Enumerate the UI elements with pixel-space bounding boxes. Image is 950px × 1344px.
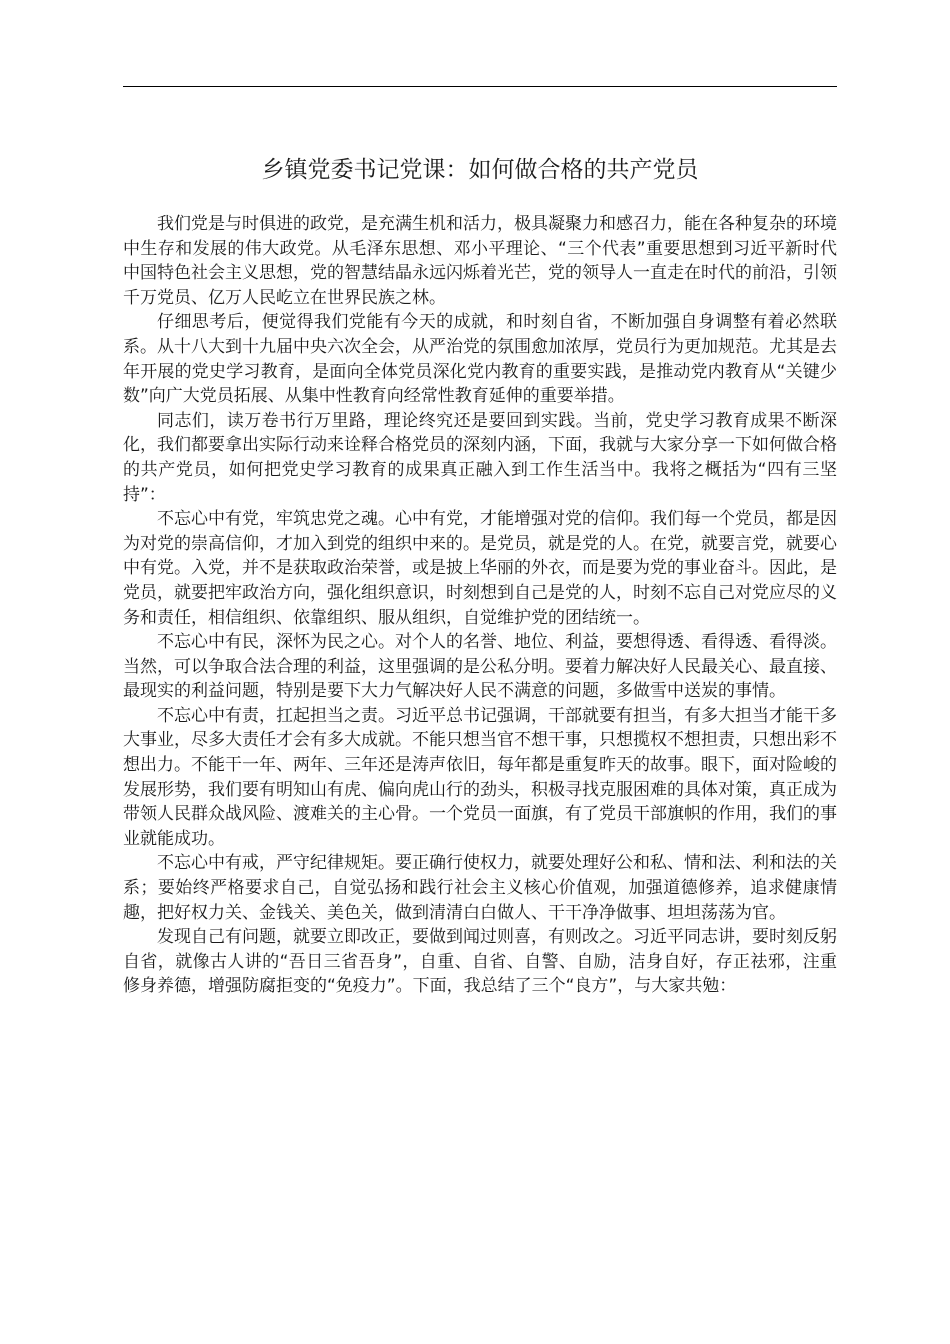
paragraph: 不忘心中有戒，严守纪律规矩。要正确行使权力，就要处理好公和私、情和法、利和法的关系；要始终严格要求自己，自觉弘扬和践行社会主义核心价值观，加强道德修养，追求健康情趣，把好权力关、金钱关、美色关，做到清清白白做人、干干净净做事、坦坦荡荡为官。 bbox=[123, 853, 837, 923]
document-title: 乡镇党委书记党课：如何做合格的共产党员 bbox=[261, 157, 699, 183]
paragraph: 不忘心中有民，深怀为民之心。对个人的名誉、地位、利益，要想得透、看得透、看得淡。当然，可以争取合法合理的利益，这里强调的是公私分明。要着力解决好人民最关心、最直接、最现实的利益问题，特别是要下大力气解决好人民不满意的问题，多做雪中送炭的事情。 bbox=[123, 632, 837, 702]
paragraph: 同志们，读万卷书行万里路，理论终究还是要回到实践。当前，党史学习教育成果不断深化，我们都要拿出实际行动来诠释合格党员的深刻内涵，下面，我就与大家分享一下如何做合格的共产党员，如何把党史学习教育的成果真正融入到工作生活当中。我将之概括为“四有三坚持”： bbox=[123, 410, 837, 505]
document-body bbox=[123, 212, 837, 999]
paragraph: 不忘心中有责，扛起担当之责。习近平总书记强调，干部就要有担当，有多大担当才能干多大事业，尽多大责任才会有多大成就。不能只想当官不想干事，只想揽权不想担责，只想出彩不想出力。不能干一年、两年、三年还是涛声依旧，每年都是重复昨天的故事。眼下，面对险峻的发展形势，我们要有明知山有虎、偏向虎山行的劲头，积极寻找克服困难的具体对策，真正成为带领人民群众战风险、渡难关的主心骨。一个党员一面旗，有了党员干部旗帜的作用，我们的事业就能成功。 bbox=[123, 705, 837, 849]
paragraph: 仔细思考后，便觉得我们党能有今天的成就，和时刻自省，不断加强自身调整有着必然联系。从十八大到十九届中央六次全会，从严治党的氛围愈加浓厚，党员行为更加规范。尤其是去年开展的党史学习教育，是面向全体党员深化党内教育的重要实践，是推动党内教育从“关键少数”向广大党员拓展、从集中性教育向经常性教育延伸的重要举措。 bbox=[123, 312, 837, 407]
paragraph: 不忘心中有党，牢筑忠党之魂。心中有党，才能增强对党的信仰。我们每一个党员，都是因为对党的崇高信仰，才加入到党的组织中来的。是党员，就是党的人。在党，就要言党，就要心中有党。入党，并不是获取政治荣誉，或是披上华丽的外衣，而是要为党的事业奋斗。因此，是党员，就要把牢政治方向，强化组织意识，时刻想到自己是党的人，时刻不忘自己对党应尽的义务和责任，相信组织、依靠组织、服从组织，自觉维护党的团结统一。 bbox=[123, 509, 837, 628]
header-rule bbox=[123, 86, 837, 87]
paragraph: 发现自己有问题，就要立即改正，要做到闻过则喜，有则改之。习近平同志讲，要时刻反躬自省，就像古人讲的“吾日三省吾身”，自重、自省、自警、自励，洁身自好，存正祛邪，注重修身养德，增强防腐拒变的“免疫力”。下面，我总结了三个“良方”，与大家共勉： bbox=[123, 927, 837, 997]
paragraph: 我们党是与时俱进的政党，是充满生机和活力，极具凝聚力和感召力，能在各种复杂的环境中生存和发展的伟大政党。从毛泽东思想、邓小平理论、“三个代表”重要思想到习近平新时代中国特色社会主义思想，党的智慧结晶永远闪烁着光芒，党的领导人一直走在时代的前沿，引领千万党员、亿万人民屹立在世界民族之林。 bbox=[123, 214, 837, 308]
